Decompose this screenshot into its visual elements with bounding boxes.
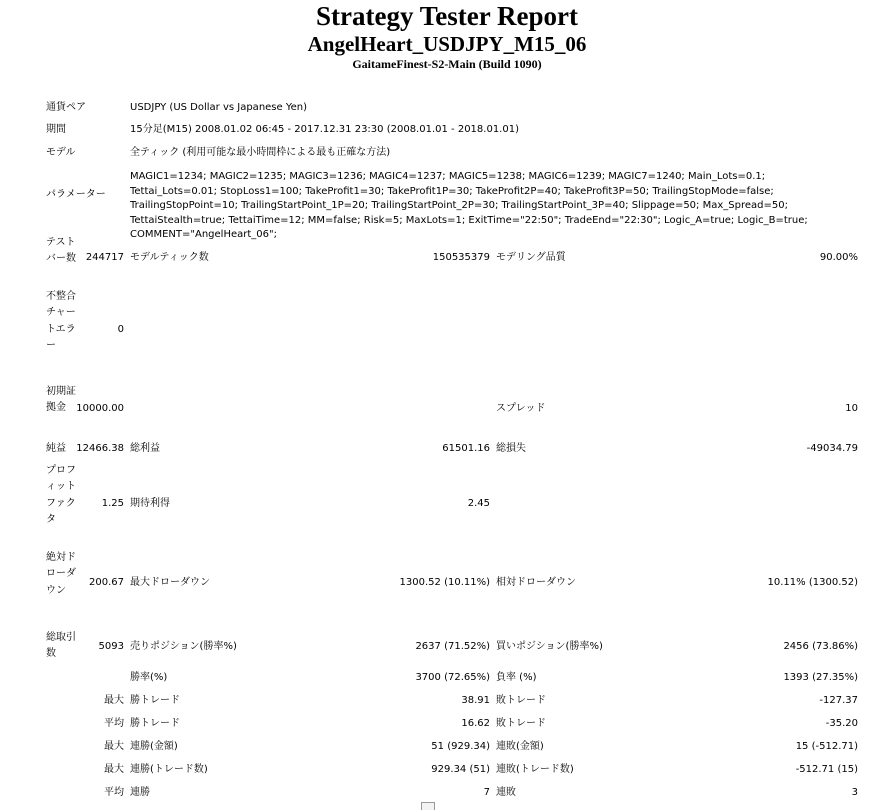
largest-prefix: 最大 bbox=[104, 695, 124, 706]
loss-label: 負率 (%) bbox=[496, 672, 537, 683]
grossloss-label: 総損失 bbox=[496, 443, 526, 454]
cons-loss-money-value: 15 (-512.71) bbox=[795, 741, 858, 752]
avg-win-value: 16.62 bbox=[461, 718, 490, 729]
expected-label: 期待利得 bbox=[130, 498, 170, 509]
cons-wins-count-label: 連勝(トレード数) bbox=[130, 764, 208, 775]
largest-win-label: 勝トレード bbox=[130, 695, 180, 706]
largest-loss-label: 敗トレード bbox=[496, 695, 546, 706]
ticks-label: モデルティック数 bbox=[130, 252, 209, 263]
cons-money-prefix: 最大 bbox=[104, 741, 124, 752]
loss-value: 1393 (27.35%) bbox=[783, 672, 858, 683]
report-title: Strategy Tester Report bbox=[316, 1, 578, 31]
win-label: 勝率(%) bbox=[130, 672, 168, 683]
cons-wins-money-label: 連勝(金額) bbox=[130, 741, 178, 752]
pair-value: USDJPY (US Dollar vs Japanese Yen) bbox=[130, 102, 308, 113]
cons-count-prefix: 最大 bbox=[104, 764, 124, 775]
trades-label: 総取引数 bbox=[46, 632, 76, 660]
absdd-label: 絶対ドローダウン bbox=[46, 552, 76, 596]
cons-wins-count-value: 929.34 (51) bbox=[431, 764, 490, 775]
model-value: 全ティック (利用可能な最小時間枠による最も正確な方法) bbox=[130, 147, 391, 158]
mismatch-label: 不整合チャートエラー bbox=[46, 291, 76, 351]
largest-loss-value: -127.37 bbox=[819, 695, 858, 706]
quality-value: 90.00% bbox=[819, 252, 858, 263]
grossprofit-value: 61501.16 bbox=[442, 443, 490, 454]
avg-cons-loss-label: 連敗 bbox=[496, 787, 516, 798]
expected-value: 2.45 bbox=[467, 498, 490, 509]
model-label: モデル bbox=[46, 147, 76, 158]
pair-label: 通貨ペア bbox=[46, 102, 86, 113]
maxdd-label: 最大ドローダウン bbox=[130, 577, 210, 588]
short-value: 2637 (71.52%) bbox=[415, 641, 490, 652]
spread-label: スプレッド bbox=[496, 403, 546, 414]
cons-loss-count-label: 連敗(トレード数) bbox=[496, 764, 574, 775]
long-label: 買いポジション(勝率%) bbox=[496, 641, 603, 652]
spread-value: 10 bbox=[845, 403, 858, 414]
grossprofit-label: 総利益 bbox=[130, 443, 160, 454]
params-label: パラメーター bbox=[46, 189, 106, 200]
deposit-label: 初期証拠金 bbox=[46, 386, 76, 414]
avg-cons-wins-value: 7 bbox=[483, 787, 490, 798]
win-value: 3700 (72.65%) bbox=[415, 672, 490, 683]
long-value: 2456 (73.86%) bbox=[783, 641, 858, 652]
cons-loss-money-label: 連敗(金額) bbox=[496, 741, 544, 752]
avg-cons-loss-value: 3 bbox=[851, 787, 858, 798]
avg-loss-value: -35.20 bbox=[825, 718, 858, 729]
bars-label: テストバー数 bbox=[46, 237, 76, 265]
report-subtitle: AngelHeart_USDJPY_M15_06 bbox=[307, 32, 587, 56]
netprofit-value: 12466.38 bbox=[76, 443, 124, 454]
avg-win-label: 勝トレード bbox=[130, 718, 180, 729]
mismatch-value: 0 bbox=[117, 324, 124, 335]
cons-loss-count-value: -512.71 (15) bbox=[795, 764, 858, 775]
period-value: 15分足(M15) 2008.01.02 06:45 - 2017.12.31 23:30 (2008.01.01 - 2018.01.01) bbox=[130, 124, 519, 135]
params-value: MAGIC1=1234; MAGIC2=1235; MAGIC3=1236; MAGIC4=1237; MAGIC5=1238; MAGIC6=1239; MAGIC7=1240; Main_Lots=0.1; Tettai_Lots=0.01; StopLoss1=100; TakeProfit1=30; TakeProfit1P=30; TakeProfit2P=40; TakeProfit3P=50; TrailingStopMode=false; TrailingStopPoint=10; TrailingStartPoint_1P=20; TrailingStartPoint_2P=30; TrailingStartPoint_3P=40; Slippage=50; Max_Spread=50; TettaiStealth=true; TettaiTime=12; MM=false; Risk=5; MaxLots=1; ExitTime="22:50"; TradeEnd="22:30"; Logic_A=true; Logic_B=true; COMMENT="AngelHeart_06"; bbox=[130, 171, 808, 240]
report-build: GaitameFinest-S2-Main (Build 1090) bbox=[352, 57, 542, 71]
pf-value: 1.25 bbox=[101, 498, 124, 509]
pf-label: プロフィットファクタ bbox=[46, 465, 76, 525]
avg-cons-prefix: 平均 bbox=[104, 787, 124, 798]
maxdd-value: 1300.52 (10.11%) bbox=[399, 577, 490, 588]
reldd-label: 相対ドローダウン bbox=[496, 577, 576, 588]
cons-wins-money-value: 51 (929.34) bbox=[431, 741, 490, 752]
trades-value: 5093 bbox=[98, 641, 124, 652]
avg-loss-label: 敗トレード bbox=[496, 718, 546, 729]
netprofit-label: 純益 bbox=[46, 443, 66, 454]
avg-cons-wins-label: 連勝 bbox=[130, 787, 150, 798]
short-label: 売りポジション(勝率%) bbox=[130, 641, 237, 652]
ticks-value: 150535379 bbox=[432, 252, 490, 263]
reldd-value: 10.11% (1300.52) bbox=[767, 577, 858, 588]
bars-value: 244717 bbox=[85, 252, 124, 263]
largest-win-value: 38.91 bbox=[461, 695, 490, 706]
period-label: 期間 bbox=[46, 124, 66, 135]
grossloss-value: -49034.79 bbox=[806, 443, 858, 454]
quality-label: モデリング品質 bbox=[496, 252, 566, 263]
average-prefix: 平均 bbox=[104, 718, 124, 729]
deposit-value: 10000.00 bbox=[76, 403, 124, 414]
absdd-value: 200.67 bbox=[89, 577, 124, 588]
